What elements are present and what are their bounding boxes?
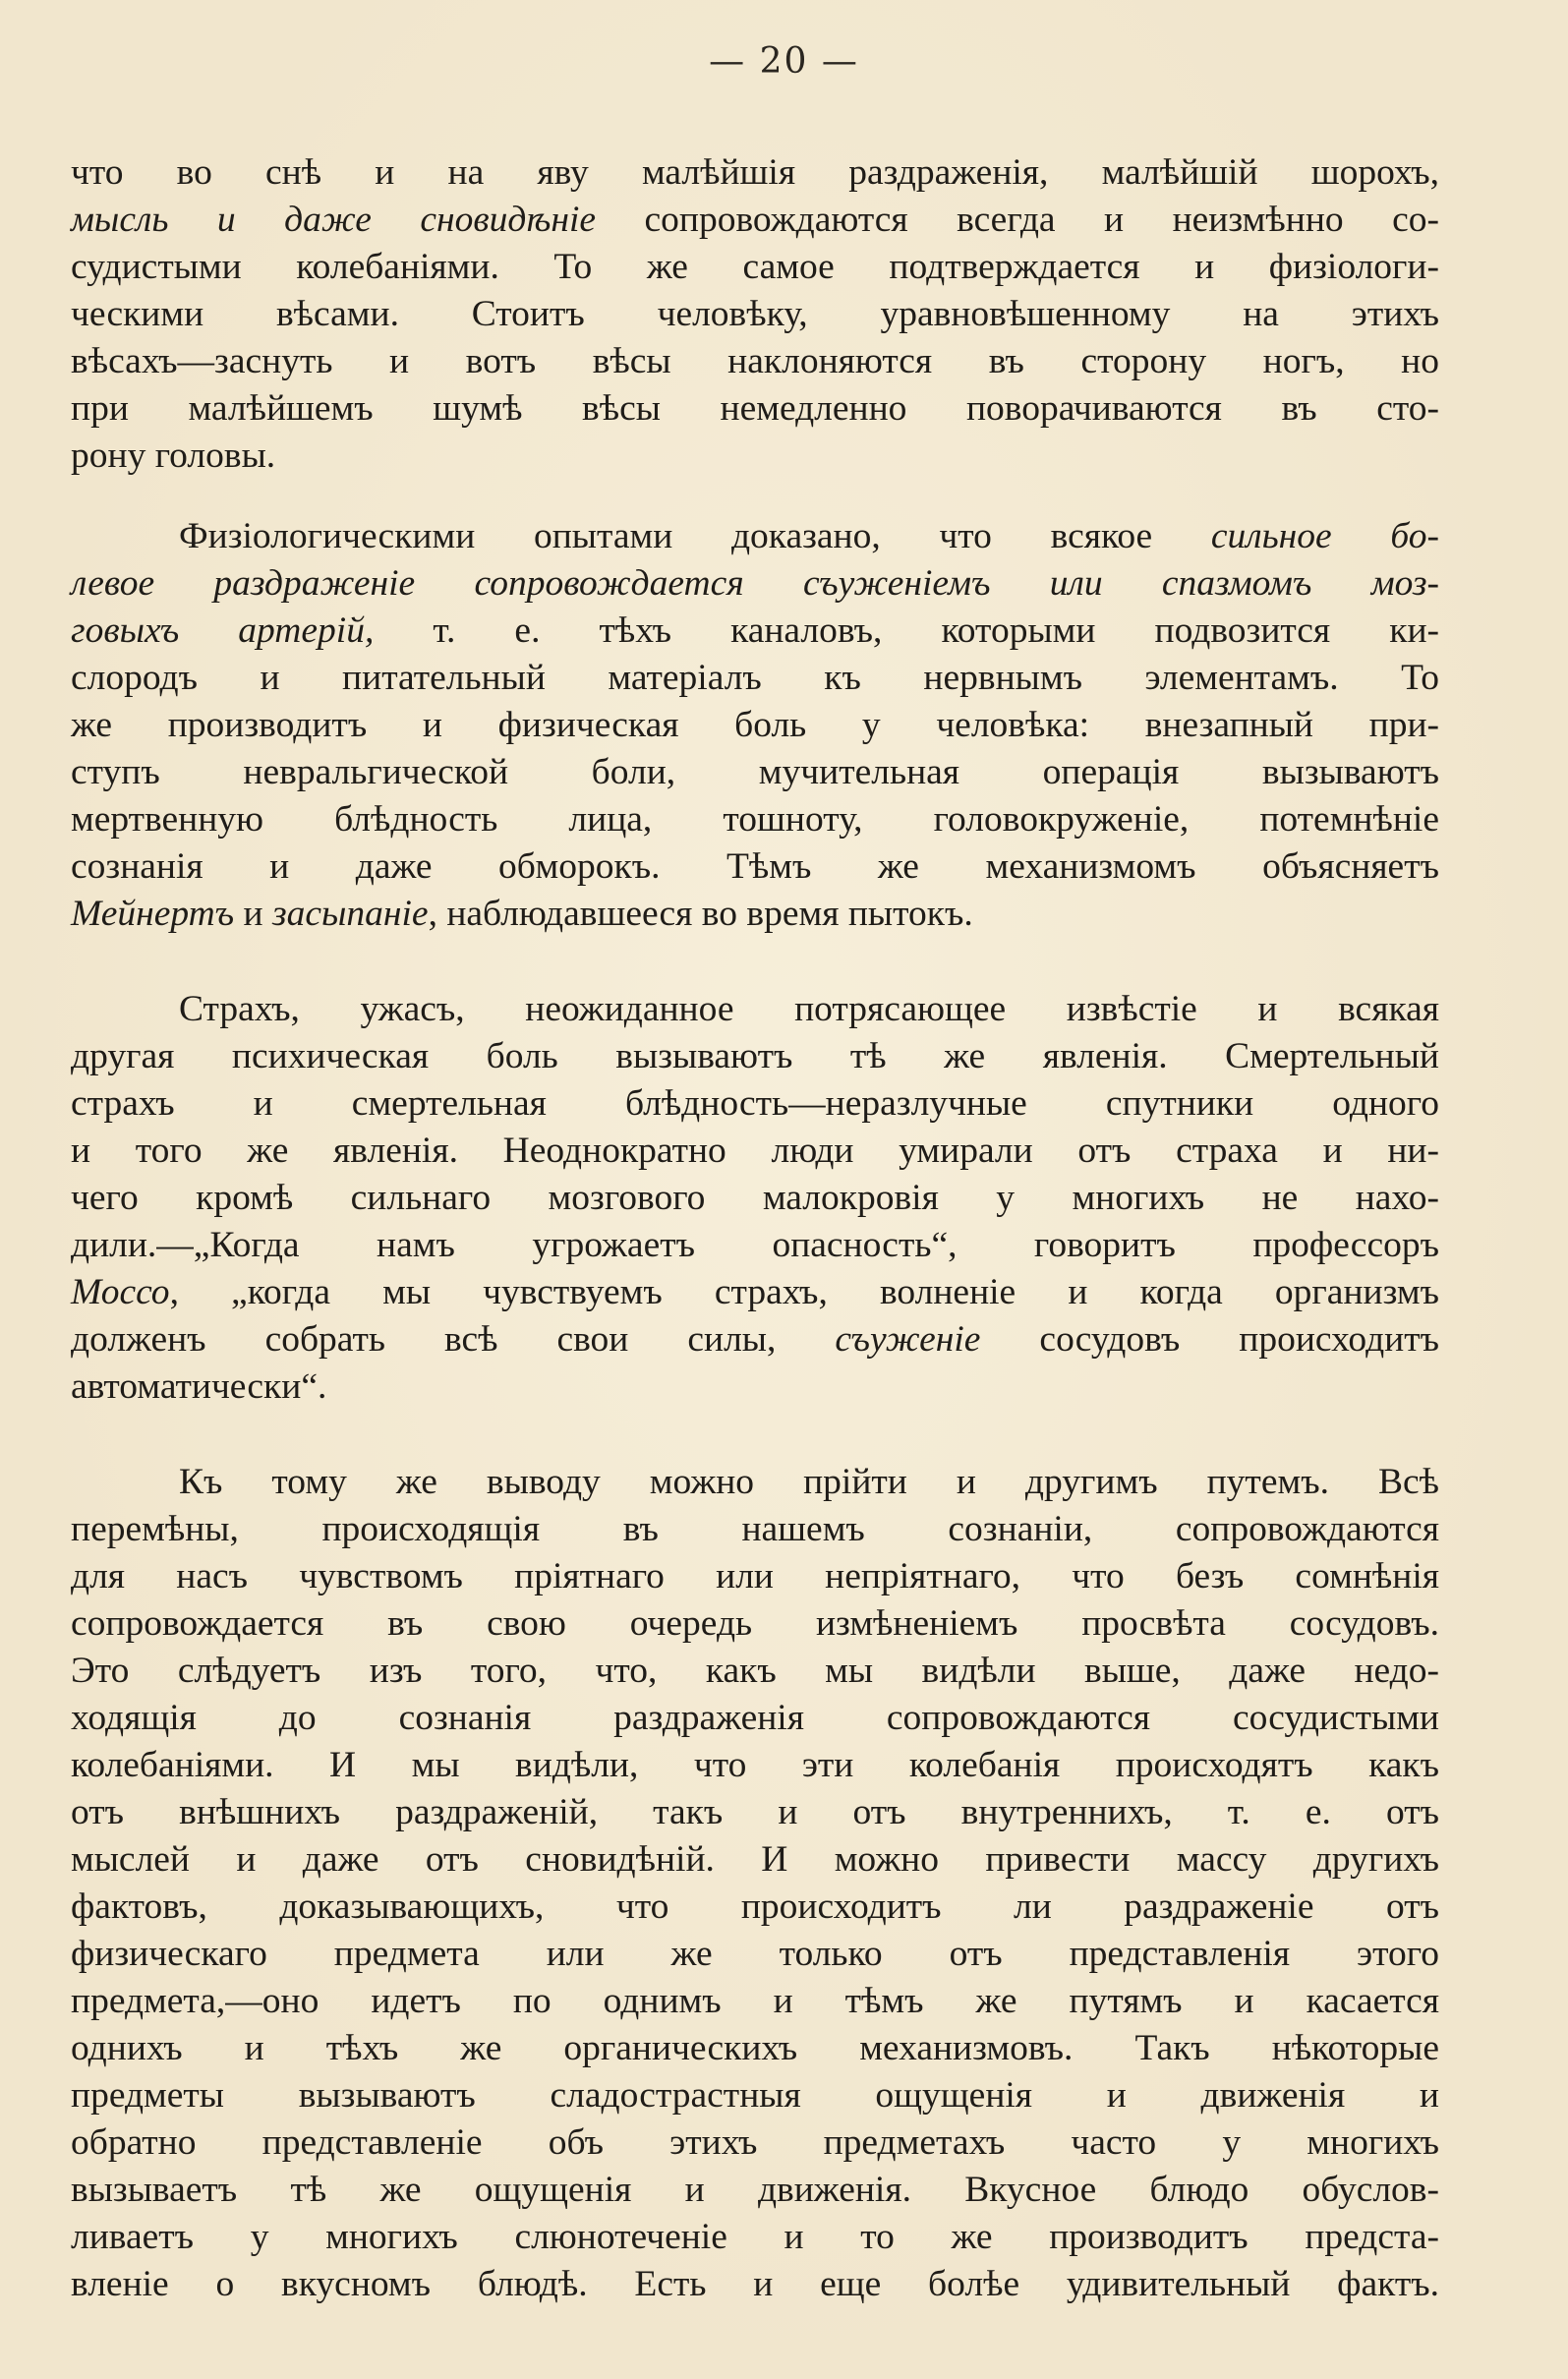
text-line: [71, 2072, 1439, 2119]
paragraph-1: [71, 149, 1439, 480]
text-run: отъ внѣшнихъ раздраженій, такъ и отъ внутреннихъ, т. е. отъ: [71, 1792, 1439, 1832]
text-line: [71, 986, 1439, 1033]
text-run: Физіологическими опытами доказано, что всякое: [179, 516, 1211, 556]
text-run: т. е. тѣхъ каналовъ, которыми подвозится ки-: [374, 610, 1439, 651]
text-line: [71, 1316, 1439, 1364]
text-run: дили.—„Когда намъ угрожаетъ опасность“, говоритъ профессоръ: [71, 1225, 1439, 1265]
text-run: , наблюдавшееся во время пытокъ.: [428, 894, 973, 934]
text-run: же производитъ и физическая боль у человѣка: внезапный при-: [71, 705, 1439, 745]
text-run: и: [234, 894, 272, 934]
text-run: колебаніями. И мы видѣли, что эти колебанія происходятъ какъ: [71, 1745, 1439, 1785]
text-run: чего кромѣ сильнаго мозгового малокровія у многихъ не нахо-: [71, 1178, 1439, 1218]
text-line: [71, 1080, 1439, 1128]
text-run: рону головы.: [71, 435, 276, 476]
text-line: [71, 1364, 1439, 1411]
italic-text: сильное бо-: [1210, 516, 1439, 556]
text-line: [71, 655, 1439, 702]
text-run: физическаго предмета или же только отъ представленія этого: [71, 1934, 1439, 1974]
text-line: [71, 1836, 1439, 1884]
paragraph-2: [71, 513, 1439, 938]
italic-text: левое раздраженіе сопровождается съуженіемъ или спазмомъ моз-: [71, 563, 1439, 604]
text-line: [71, 1931, 1439, 1978]
text-run: предмета,—оно идетъ по однимъ и тѣмъ же путямъ и касается: [71, 1981, 1439, 2021]
text-run: что во снѣ и на яву малѣйшія раздраженія, малѣйшій шорохъ,: [71, 152, 1439, 193]
text-run: вызываетъ тѣ же ощущенія и движенія. Вкусное блюдо обуслов-: [71, 2170, 1439, 2210]
text-line: [71, 244, 1439, 291]
text-line: [71, 2025, 1439, 2072]
text-line: [71, 2119, 1439, 2167]
text-run: Къ тому же выводу можно прійти и другимъ путемъ. Всѣ: [179, 1462, 1439, 1502]
text-line: [71, 513, 1439, 560]
text-run: другая психическая боль вызываютъ тѣ же явленія. Смертельный: [71, 1036, 1439, 1076]
text-line: [71, 291, 1439, 338]
text-run: Страхъ, ужасъ, неожиданное потрясающее извѣстіе и всякая: [179, 989, 1439, 1029]
text-run: слородъ и питательный матеріалъ къ нервнымъ элементамъ. То: [71, 658, 1439, 698]
text-line: [71, 1742, 1439, 1789]
text-line: [71, 433, 1439, 480]
page-number: — 20 —: [709, 41, 859, 82]
text-run: сознанія и даже обморокъ. Тѣмъ же механизмомъ объясняетъ: [71, 846, 1439, 887]
text-run: фактовъ, доказывающихъ, что происходитъ ли раздраженіе отъ: [71, 1886, 1439, 1927]
text-run: ливаетъ у многихъ слюнотеченіе и то же производитъ предста-: [71, 2217, 1439, 2257]
text-run: ческими вѣсами. Стоитъ человѣку, уравновѣшенному на этихъ: [71, 294, 1439, 334]
text-line: [71, 608, 1439, 655]
text-line: [71, 2167, 1439, 2214]
text-line: [71, 1978, 1439, 2025]
paragraph-3: [71, 986, 1439, 1411]
paragraph-4: [71, 1459, 1439, 2308]
text-line: [71, 796, 1439, 843]
text-line: [71, 1648, 1439, 1695]
text-run: , „когда мы чувствуемъ страхъ, волненіе и когда организмъ: [169, 1272, 1439, 1312]
text-line: [71, 2214, 1439, 2261]
italic-text: Моссо: [71, 1272, 170, 1312]
text-run: судистыми колебаніями. То же самое подтверждается и физіологи-: [71, 247, 1439, 287]
text-run: обратно представленіе объ этихъ предметахъ часто у многихъ: [71, 2122, 1439, 2163]
text-run: и того же явленія. Неоднократно люди умирали отъ страха и ни-: [71, 1131, 1439, 1171]
text-run: ступъ невральгической боли, мучительная операція вызываютъ: [71, 752, 1439, 792]
text-line: [71, 338, 1439, 385]
text-run: сопровождаются всегда и неизмѣнно со-: [596, 200, 1439, 240]
italic-text: засыпаніе: [271, 894, 429, 934]
text-run: ходящія до сознанія раздраженія сопровождаются сосудистыми: [71, 1698, 1439, 1738]
text-line: [71, 1222, 1439, 1269]
text-line: [71, 1269, 1439, 1316]
text-line: [71, 1459, 1439, 1506]
text-line: [71, 1506, 1439, 1553]
text-run: мыслей и даже отъ сновидѣній. И можно привести массу другихъ: [71, 1839, 1439, 1880]
text-line: [71, 749, 1439, 796]
text-run: при малѣйшемъ шумѣ вѣсы немедленно поворачиваются въ сто-: [71, 388, 1439, 429]
italic-text: говыхъ артерій,: [71, 610, 375, 651]
text-line: [71, 1175, 1439, 1222]
text-run: сосудовъ происходитъ: [980, 1319, 1439, 1360]
italic-text: Мейнертъ: [71, 894, 235, 934]
text-line: [71, 560, 1439, 608]
text-run: сопровождается въ свою очередь измѣненіемъ просвѣта сосудовъ.: [71, 1603, 1439, 1644]
text-line: [71, 149, 1439, 197]
text-line: [71, 1600, 1439, 1648]
text-run: перемѣны, происходящія въ нашемъ сознаніи, сопровождаются: [71, 1509, 1439, 1549]
text-run: долженъ собрать всѣ свои силы,: [71, 1319, 836, 1360]
text-line: [71, 1695, 1439, 1742]
text-line: [71, 197, 1439, 244]
text-line: [71, 1884, 1439, 1931]
text-line: [71, 2261, 1439, 2308]
text-run: однихъ и тѣхъ же органическихъ механизмовъ. Такъ нѣкоторые: [71, 2028, 1439, 2068]
text-run: вленіе о вкусномъ блюдѣ. Есть и еще болѣе удивительный фактъ.: [71, 2264, 1439, 2304]
text-run: предметы вызываютъ сладострастныя ощущенія и движенія и: [71, 2075, 1439, 2116]
text-line: [71, 1789, 1439, 1836]
italic-text: съуженіе: [835, 1319, 981, 1360]
text-run: Это слѣдуетъ изъ того, что, какъ мы видѣли выше, даже недо-: [71, 1651, 1439, 1691]
text-run: вѣсахъ—заснуть и вотъ вѣсы наклоняются въ сторону ногъ, но: [71, 341, 1439, 381]
text-run: для насъ чувствомъ пріятнаго или непріятнаго, что безъ сомнѣнія: [71, 1556, 1439, 1596]
text-run: мертвенную блѣдность лица, тошноту, головокруженіе, потемнѣніе: [71, 799, 1439, 840]
text-line: [71, 702, 1439, 749]
italic-text: мысль и даже сновидѣніе: [71, 200, 597, 240]
text-line: [71, 1553, 1439, 1600]
text-run: страхъ и смертельная блѣдность—неразлучные спутники одного: [71, 1083, 1439, 1124]
text-line: [71, 385, 1439, 433]
text-line: [71, 1033, 1439, 1080]
text-line: [71, 1128, 1439, 1175]
text-line: [71, 843, 1439, 891]
text-line: [71, 891, 1439, 938]
text-run: автоматически“.: [71, 1366, 327, 1407]
